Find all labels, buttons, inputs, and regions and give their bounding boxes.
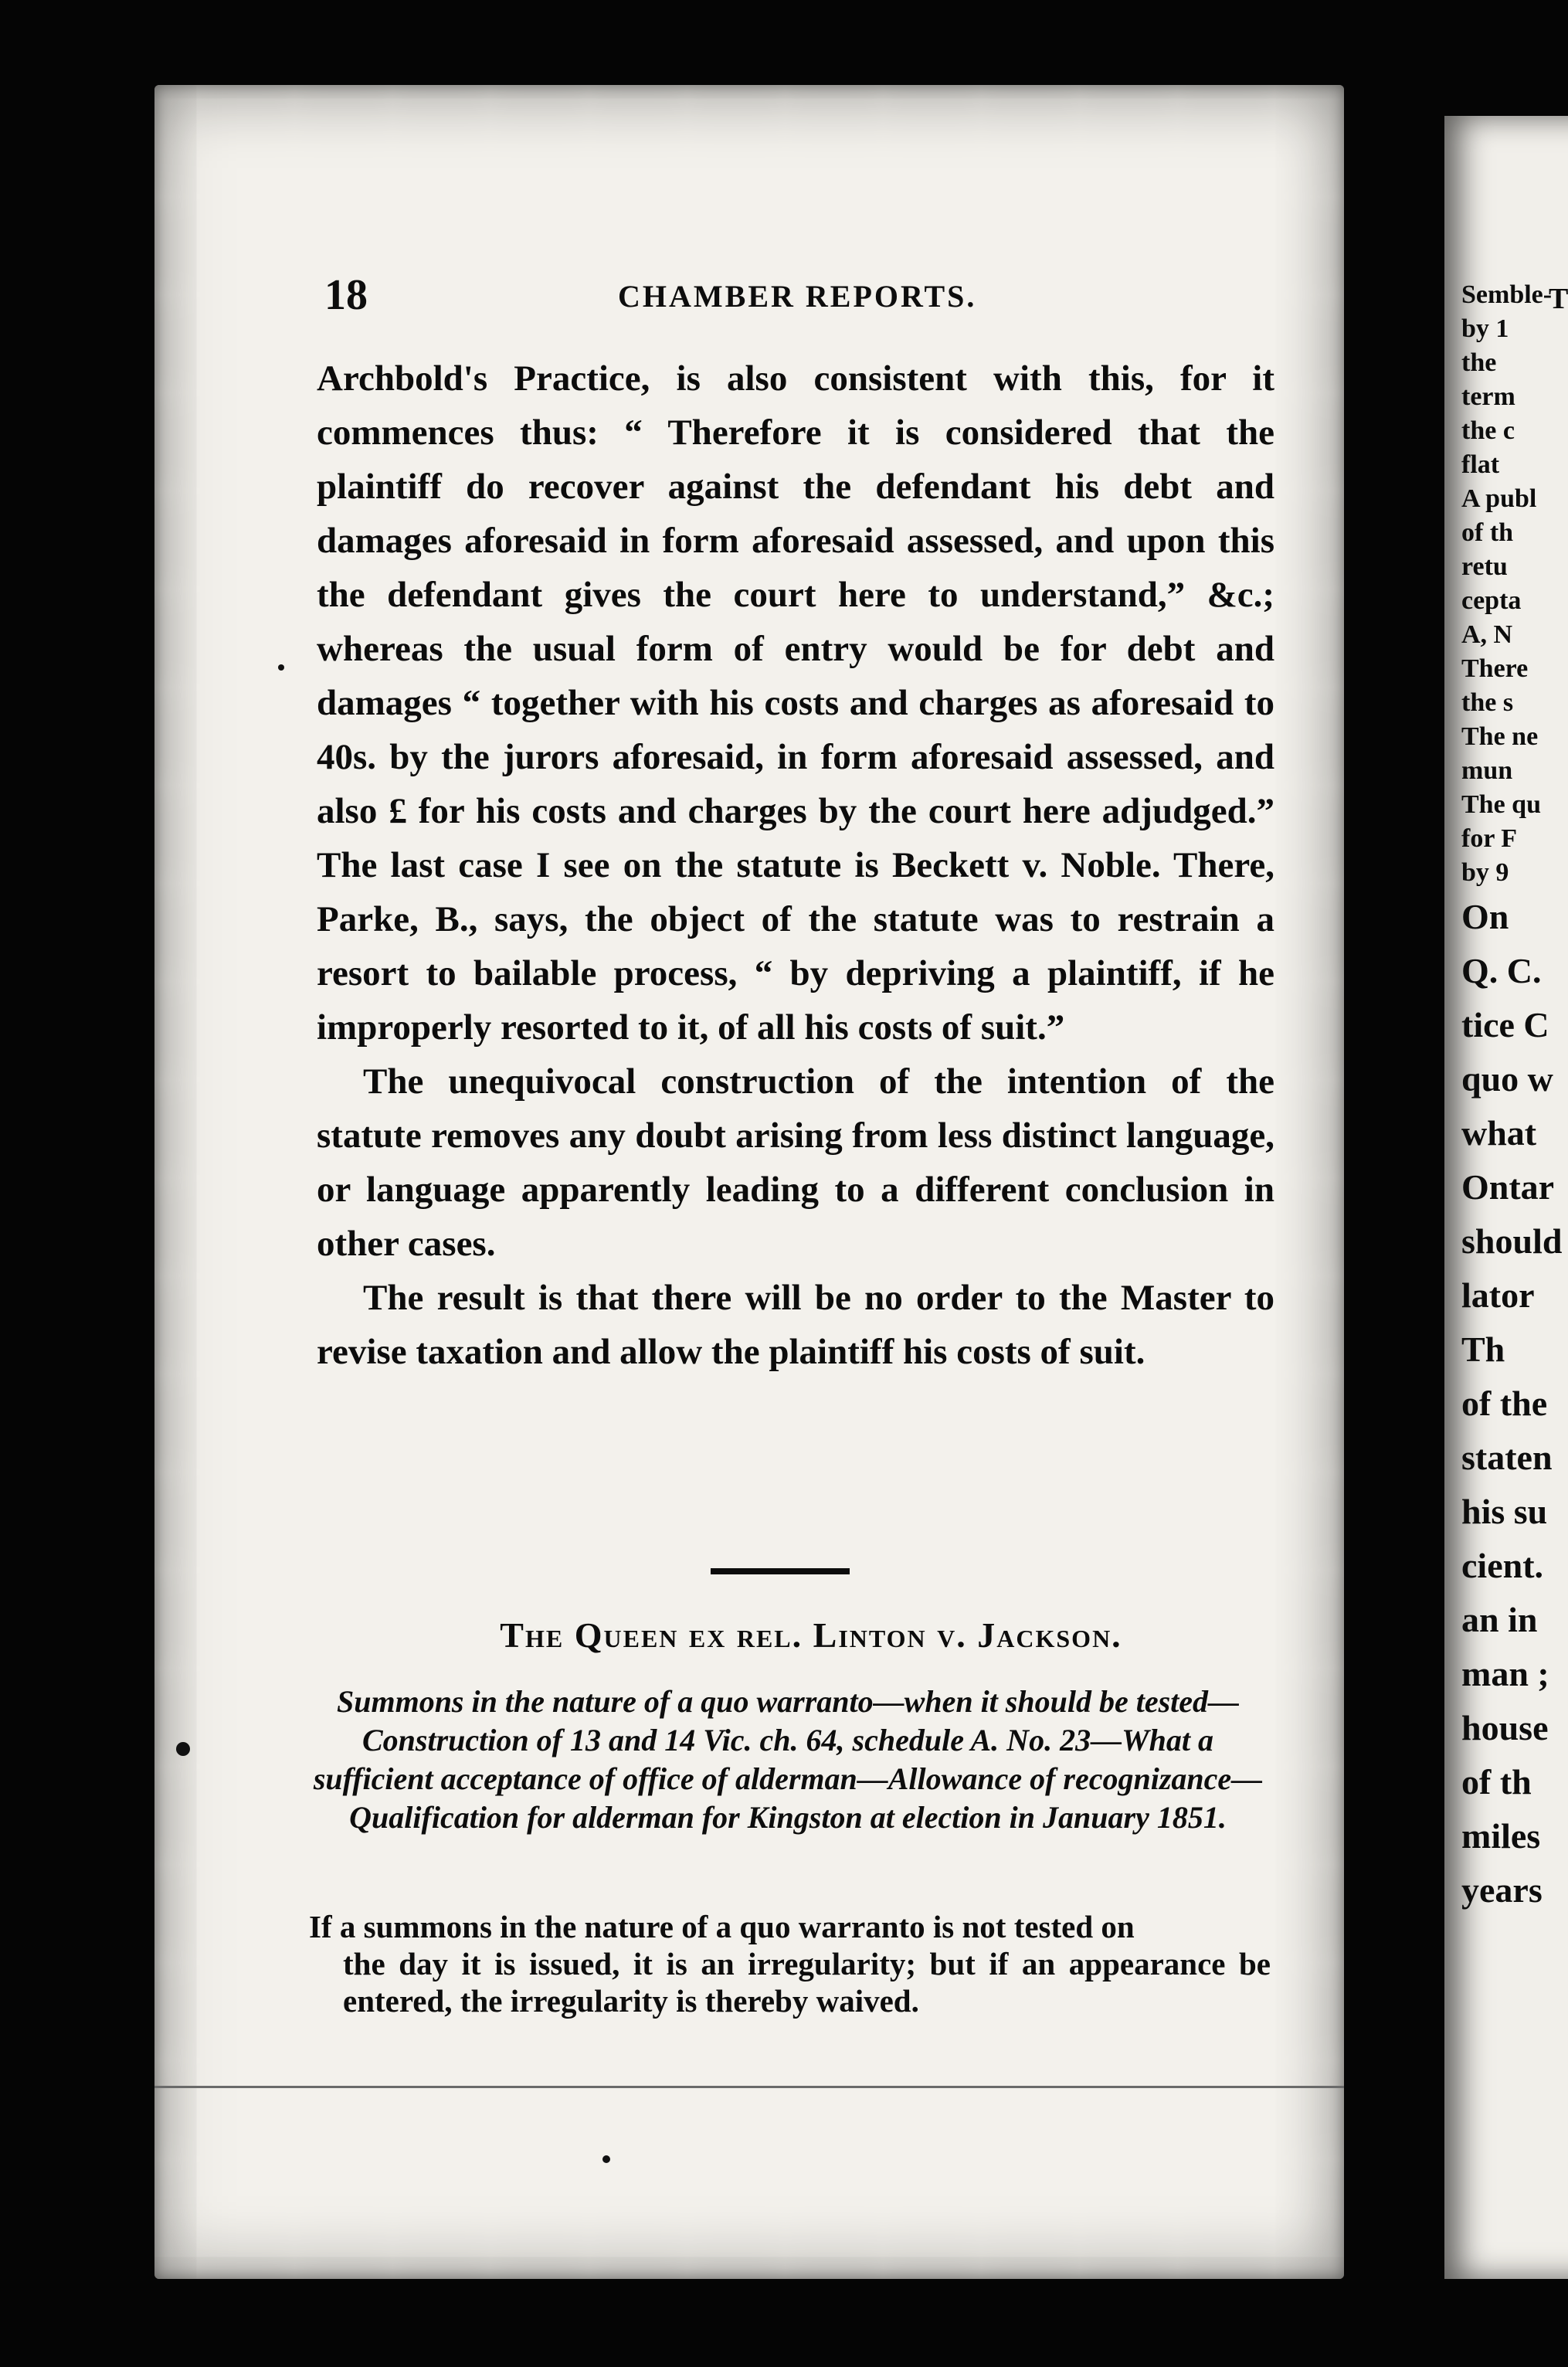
facing-line: miles — [1461, 1816, 1541, 1856]
facing-line: years — [1461, 1870, 1543, 1910]
facing-line: of th — [1461, 518, 1514, 547]
facing-line: cepta — [1461, 586, 1522, 615]
holding-first-line: If a summons in the nature of a quo warranto is not tested on — [309, 1909, 1135, 1944]
case-headnote: Summons in the nature of a quo warranto—when it should be tested—Construction of 13 and 14 Vic. ch. 64, schedule A. No. 23—What a sufficient acceptance of office of alderman—Allowance of recognizance—Qualification for alderman for Kingston at election in January 1851. — [313, 1684, 1263, 1835]
facing-line: Q. C. — [1461, 951, 1542, 990]
page-header — [324, 270, 1344, 332]
facing-line: the s — [1461, 688, 1514, 717]
section-divider — [711, 1568, 850, 1574]
scan-speck — [278, 664, 284, 671]
facing-line: of the — [1461, 1384, 1548, 1423]
facing-line: house — [1461, 1708, 1549, 1747]
facing-line: lator — [1461, 1275, 1535, 1315]
facing-small-lines — [1461, 278, 1568, 890]
facing-line: A, N — [1461, 620, 1513, 649]
facing-line: an in — [1461, 1600, 1538, 1639]
facing-line: by 1 — [1461, 314, 1509, 343]
facing-line: Ontar — [1461, 1167, 1555, 1207]
facing-line: man ; — [1461, 1654, 1549, 1693]
facing-line: staten — [1461, 1438, 1553, 1477]
facing-line: Th — [1461, 1330, 1505, 1369]
facing-line: There — [1461, 654, 1529, 683]
holding-continuation: the day it is issued, it is an irregularity; but if an appearance be entered, the irregularity is thereby waived. — [343, 1946, 1271, 2019]
facing-line: A publ — [1461, 484, 1537, 513]
running-head: CHAMBER REPORTS. — [618, 279, 977, 314]
page-number: 18 — [324, 271, 368, 319]
body-paragraph: The unequivocal construction of the intention of the statute removes any doubt arising from less distinct language, or language apparently leading to a different conclusion in other cases. — [317, 1061, 1274, 1264]
facing-line: Semble- — [1461, 280, 1553, 309]
scan-speck — [176, 1742, 190, 1756]
facing-line: term — [1461, 382, 1515, 411]
facing-line: mun — [1461, 756, 1513, 785]
scan-speck — [602, 2155, 610, 2163]
page-bottom-rule — [154, 2086, 1344, 2088]
body-paragraph: Archbold's Practice, is also consistent with this, for it commences thus: “ Therefore it is considered that the plaintiff do recover against the defendant his debt and damages aforesaid in form aforesaid assessed, and upon this the defendant gives the court here to understand,” &c.; whereas the usual form of entry would be for debt and damages “ together with his costs and charges as aforesaid to 40s. by the jurors aforesaid, in form aforesaid assessed, and also £ for his costs and charges by the court here adjudged.” The last case I see on the statute is Beckett v. Noble. There, Parke, B., says, the object of the statute was to restrain a resort to bailable process, “ by depriving a plaintiff, if he improperly resorted to it, of all his costs of suit.” — [317, 358, 1274, 1048]
facing-line: quo w — [1461, 1059, 1553, 1099]
facing-line: what — [1461, 1113, 1537, 1153]
facing-line: The ne — [1461, 722, 1539, 751]
case-holding — [309, 1908, 1271, 2019]
facing-line: the c — [1461, 416, 1515, 445]
facing-line: The qu — [1461, 790, 1541, 819]
facing-large-lines — [1461, 890, 1568, 1917]
facing-page-text — [1461, 278, 1568, 1917]
facing-line: the — [1461, 348, 1497, 377]
facing-line: tice C — [1461, 1005, 1549, 1044]
facing-line: his su — [1461, 1492, 1548, 1531]
body-paragraph: The result is that there will be no order to the Master to revise taxation and allow the plaintiff his costs of suit. — [317, 1278, 1274, 1372]
facing-line: of th — [1461, 1762, 1532, 1802]
facing-line: should — [1461, 1221, 1563, 1261]
facing-line: retu — [1461, 552, 1508, 581]
facing-line: cient. — [1461, 1546, 1544, 1585]
facing-running-head: T — [1549, 283, 1568, 315]
facing-line: for F — [1461, 824, 1518, 853]
facing-line: On — [1461, 897, 1509, 936]
case-title: The Queen ex rel. Linton v. Jackson. — [500, 1615, 1122, 1655]
facing-line: by 9 — [1461, 858, 1509, 887]
body-text — [317, 351, 1274, 1379]
facing-line: flat — [1461, 450, 1500, 479]
